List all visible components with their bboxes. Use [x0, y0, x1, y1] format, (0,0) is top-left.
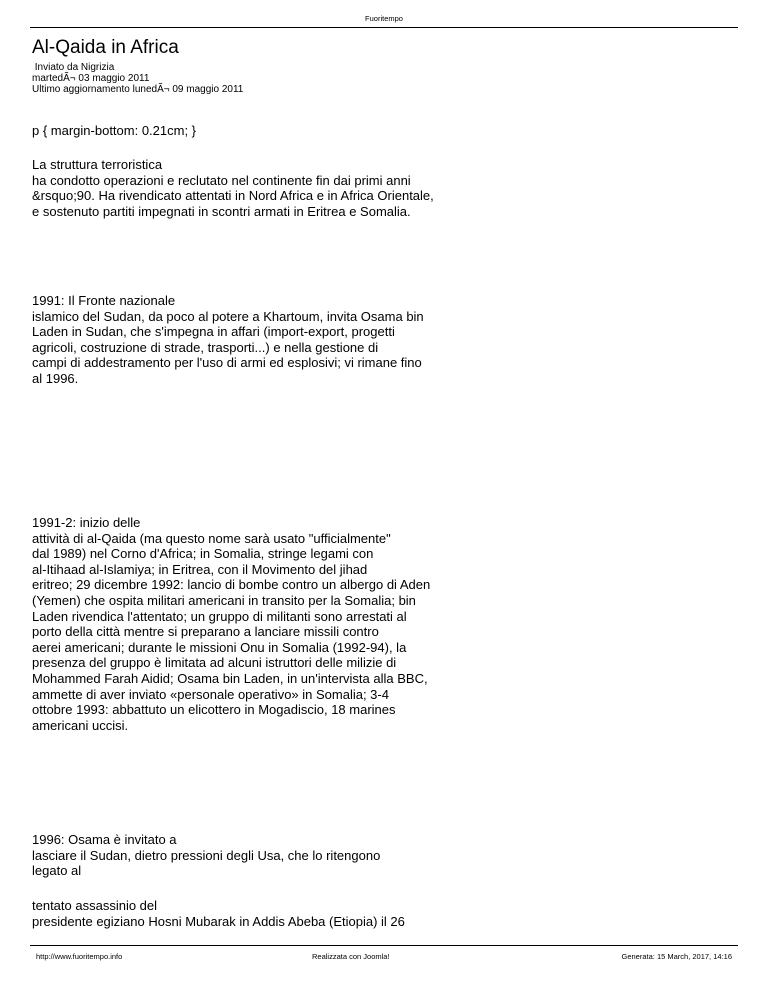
article-meta: [32, 62, 243, 95]
page-footer: [30, 945, 738, 961]
article-title: Al-Qaida in Africa: [32, 37, 179, 58]
footer-url-link[interactable]: http://www.fuoritempo.info: [36, 952, 123, 961]
paragraph-assassination: tentato assassinio del presidente egiziano Hosni Mubarak in Addis Abeba (Etiopia) il 26: [32, 898, 405, 929]
site-name: Fuoritempo: [365, 14, 403, 23]
footer-generated-date: Generata: 15 March, 2017, 14:16: [621, 952, 732, 961]
paragraph-1996: 1996: Osama è invitato a lasciare il Sudan, dietro pressioni degli Usa, che lo ritengono legato al: [32, 832, 381, 879]
page-header: [30, 0, 738, 28]
paragraph-1991: 1991: Il Fronte nazionale islamico del Sudan, da poco al potere a Khartoum, invita Osama bin Laden in Sudan, che s'impegna in affari (import-export, progetti agricoli, costruzione di strade, trasporti...) e nella gestione di campi di addestramento per l'uso di armi ed esplosivi; vi rimane fino al 1996.: [32, 293, 424, 386]
author-line: Inviato da Nigrizia: [32, 62, 115, 73]
footer-credit: Realizzata con Joomla!: [312, 952, 390, 961]
created-date: martedÃ¬ 03 maggio 2011: [32, 73, 150, 84]
paragraph-1991-2: 1991-2: inizio delle attività di al-Qaida (ma questo nome sarà usato "ufficialmente" dal 1989) nel Corno d'Africa; in Somalia, stringe legami con al-Itihaad al-Islamiya; in Eritrea, con il Movimento del jihad eritreo; 29 dicembre 1992: lancio di bombe contro un albergo di Aden (Yemen) che ospita militari americani in transito per la Somalia; bin Laden rivendica l'attentato; un gruppo di militanti sono arrestati al porto della città mentre si preparano a lanciare missili contro aerei americani; durante le missioni Onu in Somalia (1992-94), la presenza del gruppo è limitata ad alcuni istruttori delle milizie di Mohammed Farah Aidid; Osama bin Laden, in un'intervista alla BBC, ammette di aver inviato «personale operativo» in Somalia; 3-4 ottobre 1993: abbattuto un elicottero in Mogadiscio, 18 marines americani uccisi.: [32, 515, 431, 733]
css-leak-text: p { margin-bottom: 0.21cm; }: [32, 123, 197, 138]
updated-date: Ultimo aggiornamento lunedÃ¬ 09 maggio 2011: [32, 84, 244, 95]
paragraph-intro: La struttura terroristica ha condotto operazioni e reclutato nel continente fin dai primi anni &rsquo;90. Ha rivendicato attentati in Nord Africa e in Africa Orientale, e sostenuto partiti impegnati in scontri armati in Eritrea e Somalia.: [32, 157, 434, 219]
